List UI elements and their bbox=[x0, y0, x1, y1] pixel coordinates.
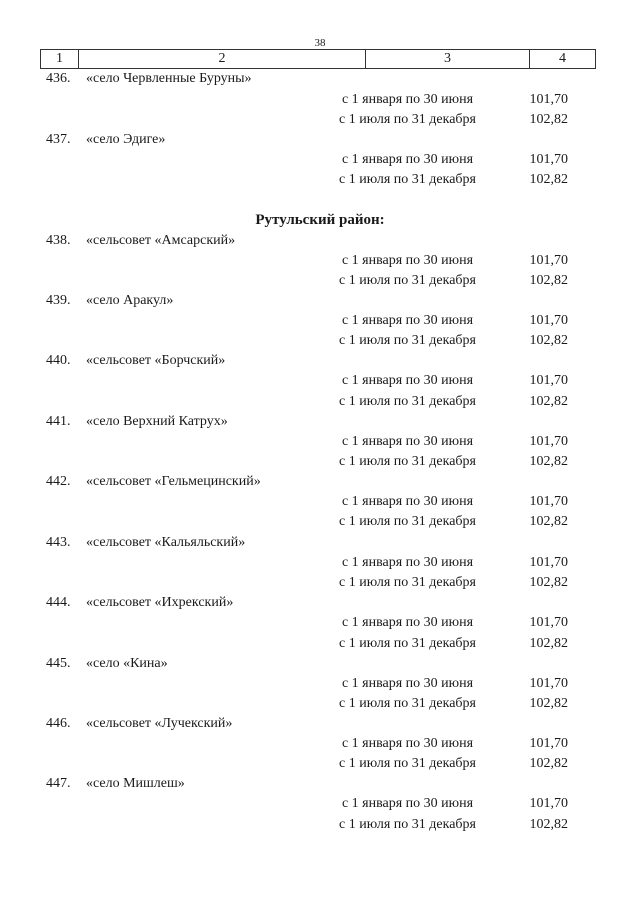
period-second: с 1 июля по 31 декабря bbox=[339, 696, 476, 711]
entry-number: 446. bbox=[46, 716, 71, 731]
entry-number: 447. bbox=[46, 776, 71, 791]
period-second: с 1 июля по 31 декабря bbox=[339, 817, 476, 832]
entry-name: «село Верхний Катрух» bbox=[86, 414, 228, 429]
rate-second: 102,82 bbox=[529, 273, 568, 288]
rate-second: 102,82 bbox=[529, 454, 568, 469]
period-row bbox=[0, 110, 640, 130]
rate-first: 101,70 bbox=[529, 313, 568, 328]
header-col-2: 2 bbox=[78, 50, 365, 68]
entry-title-row bbox=[0, 472, 640, 492]
rate-second: 102,82 bbox=[529, 696, 568, 711]
entry-number: 444. bbox=[46, 595, 71, 610]
entry-name: «сельсовет «Кальяльский» bbox=[86, 535, 246, 550]
period-first: с 1 января по 30 июня bbox=[341, 152, 474, 167]
period-row bbox=[0, 694, 640, 714]
entry-number: 439. bbox=[46, 293, 71, 308]
period-row bbox=[0, 392, 640, 412]
entry-name: «село «Кина» bbox=[86, 656, 168, 671]
period-row bbox=[0, 271, 640, 291]
rate-first: 101,70 bbox=[529, 152, 568, 167]
rate-first: 101,70 bbox=[529, 555, 568, 570]
period-first: с 1 января по 30 июня bbox=[341, 434, 474, 449]
period-row bbox=[0, 251, 640, 271]
rate-first: 101,70 bbox=[529, 253, 568, 268]
rate-first: 101,70 bbox=[529, 736, 568, 751]
entry-title-row bbox=[0, 351, 640, 371]
period-row bbox=[0, 170, 640, 190]
period-first: с 1 января по 30 июня bbox=[341, 313, 474, 328]
entry-title-row bbox=[0, 231, 640, 251]
period-row bbox=[0, 815, 640, 835]
rate-first: 101,70 bbox=[529, 494, 568, 509]
period-row bbox=[0, 512, 640, 532]
period-first: с 1 января по 30 июня bbox=[341, 92, 474, 107]
period-first: с 1 января по 30 июня bbox=[341, 676, 474, 691]
period-row bbox=[0, 432, 640, 452]
period-row bbox=[0, 794, 640, 814]
period-second: с 1 июля по 31 декабря bbox=[339, 756, 476, 771]
entry-number: 438. bbox=[46, 233, 71, 248]
period-row bbox=[0, 311, 640, 331]
entry-title-row bbox=[0, 412, 640, 432]
period-row bbox=[0, 492, 640, 512]
header-col-4: 4 bbox=[529, 50, 595, 68]
rate-second: 102,82 bbox=[529, 333, 568, 348]
rate-second: 102,82 bbox=[529, 756, 568, 771]
entry-number: 441. bbox=[46, 414, 71, 429]
period-first: с 1 января по 30 июня bbox=[341, 555, 474, 570]
period-second: с 1 июля по 31 декабря bbox=[339, 454, 476, 469]
period-row bbox=[0, 553, 640, 573]
entry-name: «сельсовет «Борчский» bbox=[86, 353, 226, 368]
entry-name: «село Эдиге» bbox=[86, 132, 166, 147]
period-row bbox=[0, 331, 640, 351]
period-second: с 1 июля по 31 декабря bbox=[339, 172, 476, 187]
rate-first: 101,70 bbox=[529, 434, 568, 449]
period-second: с 1 июля по 31 декабря bbox=[339, 333, 476, 348]
period-row bbox=[0, 573, 640, 593]
section-title: Рутульский район: bbox=[255, 212, 385, 228]
period-first: с 1 января по 30 июня bbox=[341, 494, 474, 509]
entry-number: 440. bbox=[46, 353, 71, 368]
entry-title-row bbox=[0, 654, 640, 674]
period-first: с 1 января по 30 июня bbox=[341, 253, 474, 268]
rate-second: 102,82 bbox=[529, 636, 568, 651]
entry-name: «сельсовет «Лучекский» bbox=[86, 716, 233, 731]
entry-number: 443. bbox=[46, 535, 71, 550]
rate-second: 102,82 bbox=[529, 394, 568, 409]
rate-second: 102,82 bbox=[529, 817, 568, 832]
rate-second: 102,82 bbox=[529, 172, 568, 187]
entry-name: «село Аракул» bbox=[86, 293, 174, 308]
entry-name: «сельсовет «Ихрекский» bbox=[86, 595, 234, 610]
period-row bbox=[0, 754, 640, 774]
entry-name: «сельсовет «Амсарский» bbox=[86, 233, 236, 248]
entry-title-row bbox=[0, 291, 640, 311]
rate-first: 101,70 bbox=[529, 373, 568, 388]
rate-first: 101,70 bbox=[529, 796, 568, 811]
period-row bbox=[0, 734, 640, 754]
page-number: 38 bbox=[314, 37, 326, 49]
rate-first: 101,70 bbox=[529, 92, 568, 107]
rate-first: 101,70 bbox=[529, 615, 568, 630]
rate-second: 102,82 bbox=[529, 514, 568, 529]
period-row bbox=[0, 90, 640, 110]
entry-name: «село Мишлеш» bbox=[86, 776, 185, 791]
entry-number: 442. bbox=[46, 474, 71, 489]
entry-number: 437. bbox=[46, 132, 71, 147]
period-second: с 1 июля по 31 декабря bbox=[339, 575, 476, 590]
rate-second: 102,82 bbox=[529, 112, 568, 127]
entry-name: «сельсовет «Гельмецинский» bbox=[86, 474, 261, 489]
period-first: с 1 января по 30 июня bbox=[341, 736, 474, 751]
table-header bbox=[40, 49, 596, 69]
period-row bbox=[0, 674, 640, 694]
period-second: с 1 июля по 31 декабря bbox=[339, 514, 476, 529]
period-second: с 1 июля по 31 декабря bbox=[339, 112, 476, 127]
header-col-1: 1 bbox=[56, 51, 63, 66]
period-second: с 1 июля по 31 декабря bbox=[339, 636, 476, 651]
entry-title-row bbox=[0, 130, 640, 150]
entry-title-row bbox=[0, 533, 640, 553]
entry-title-row bbox=[0, 774, 640, 794]
entry-title-row bbox=[0, 69, 640, 89]
entry-number: 436. bbox=[46, 71, 71, 86]
entry-title-row bbox=[0, 714, 640, 734]
header-col-3: 3 bbox=[365, 50, 529, 68]
period-first: с 1 января по 30 июня bbox=[341, 796, 474, 811]
period-row bbox=[0, 613, 640, 633]
period-row bbox=[0, 150, 640, 170]
rate-second: 102,82 bbox=[529, 575, 568, 590]
period-first: с 1 января по 30 июня bbox=[341, 373, 474, 388]
period-row bbox=[0, 371, 640, 391]
period-row bbox=[0, 452, 640, 472]
period-first: с 1 января по 30 июня bbox=[341, 615, 474, 630]
entry-number: 445. bbox=[46, 656, 71, 671]
rate-first: 101,70 bbox=[529, 676, 568, 691]
period-second: с 1 июля по 31 декабря bbox=[339, 273, 476, 288]
period-second: с 1 июля по 31 декабря bbox=[339, 394, 476, 409]
entry-title-row bbox=[0, 593, 640, 613]
entry-name: «село Червленные Буруны» bbox=[86, 71, 252, 86]
period-row bbox=[0, 634, 640, 654]
